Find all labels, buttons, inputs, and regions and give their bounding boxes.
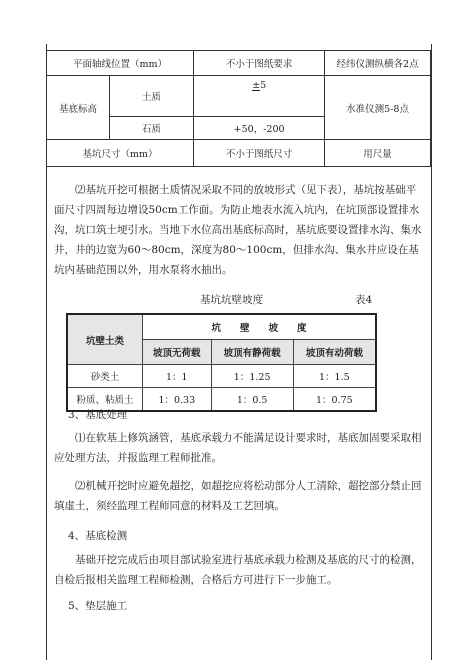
soil-type-header: 坑壁土类 xyxy=(67,314,143,365)
table-title: 基坑坑壁坡度 xyxy=(200,294,263,306)
row-requirement: 不小于图纸要求 xyxy=(194,51,325,76)
slope-value: 1：0.5 xyxy=(211,388,293,412)
table-number: 表4 xyxy=(355,294,373,306)
table-row xyxy=(47,140,431,167)
paragraph-text: 基础开挖完成后由项目部试验室进行基底承载力检测及基底的尺寸的检测，自检后报相关监理工程师检测，合格后方可进行下一步施工。 xyxy=(54,554,422,586)
slope-value: 1：1.5 xyxy=(293,365,376,388)
row-label: 平面轴线位置（mm） xyxy=(47,51,194,76)
section3-heading: 3、基底处理 xyxy=(68,409,128,421)
soil-type: 粉质、粘质土 xyxy=(67,388,143,412)
row-requirement: 不小于图纸尺寸 xyxy=(194,140,325,167)
row-requirement: ±5 xyxy=(194,76,325,117)
section5-heading: 5、垫层施工 xyxy=(68,600,128,612)
tolerance-table xyxy=(46,50,431,167)
paragraph-text: ⑵机械开挖时应避免超挖，如超挖应将松动部分人工清除，超挖部分禁止回填虚土，须经监理工程师同意的材料及工艺回填。 xyxy=(54,480,422,512)
row-label: 基底标高 xyxy=(47,76,110,140)
slope-group-header: 坑 壁 坡 度 xyxy=(143,314,377,340)
table-row xyxy=(67,365,376,388)
sub-label: 土质 xyxy=(110,76,194,117)
row-method: 用尺量 xyxy=(325,140,431,167)
paragraph-text: ⑵基坑开挖可根据土质情况采取不同的放坡形式（见下表），基坑按基础平面尺寸四周每边增设50cm工作面。为防止地表水流入坑内，在坑顶部设置排水沟，坑口筑土埂引水。当地下水位高出基底标高时，基坑底要设置排水沟、集水井，井的边宽为60～80cm，深度为80～100cm，但排水沟、集水井应设在基坑内基础范围以外，用水泵将水抽出。 xyxy=(54,184,422,276)
table-header-row xyxy=(67,314,376,340)
table-row xyxy=(47,51,431,76)
section4-heading: 4、基底检测 xyxy=(68,530,128,542)
slope-value: 1：1 xyxy=(143,365,212,388)
paragraph-text: ⑴在软基上修筑涵管，基底承载力不能满足设计要求时，基底加固要采取相应处理方法，并报监理工程师批准。 xyxy=(54,432,422,464)
slope-table xyxy=(66,313,377,412)
sub-label: 石质 xyxy=(110,117,194,140)
row-label: 基坑尺寸（mm） xyxy=(47,140,194,167)
col-header: 坡顶无荷载 xyxy=(143,340,212,365)
table-row xyxy=(47,76,431,117)
col-header: 坡顶有静荷载 xyxy=(211,340,293,365)
row-method: 水准仪测5-8点 xyxy=(325,76,431,140)
soil-type: 砂类土 xyxy=(67,365,143,388)
slope-value: 1：0.75 xyxy=(293,388,376,412)
section3-paragraph1 xyxy=(54,428,424,468)
section3-paragraph2 xyxy=(54,476,424,516)
row-method: 经纬仪测纵横各2点 xyxy=(325,51,431,76)
excavation-paragraph xyxy=(54,180,424,280)
row-requirement: +50，-200 xyxy=(194,117,325,140)
col-header: 坡顶有动荷载 xyxy=(293,340,376,365)
section4-paragraph xyxy=(54,550,424,590)
slope-value: 1：1.25 xyxy=(211,365,293,388)
slope-value: 1：0.33 xyxy=(143,388,212,412)
